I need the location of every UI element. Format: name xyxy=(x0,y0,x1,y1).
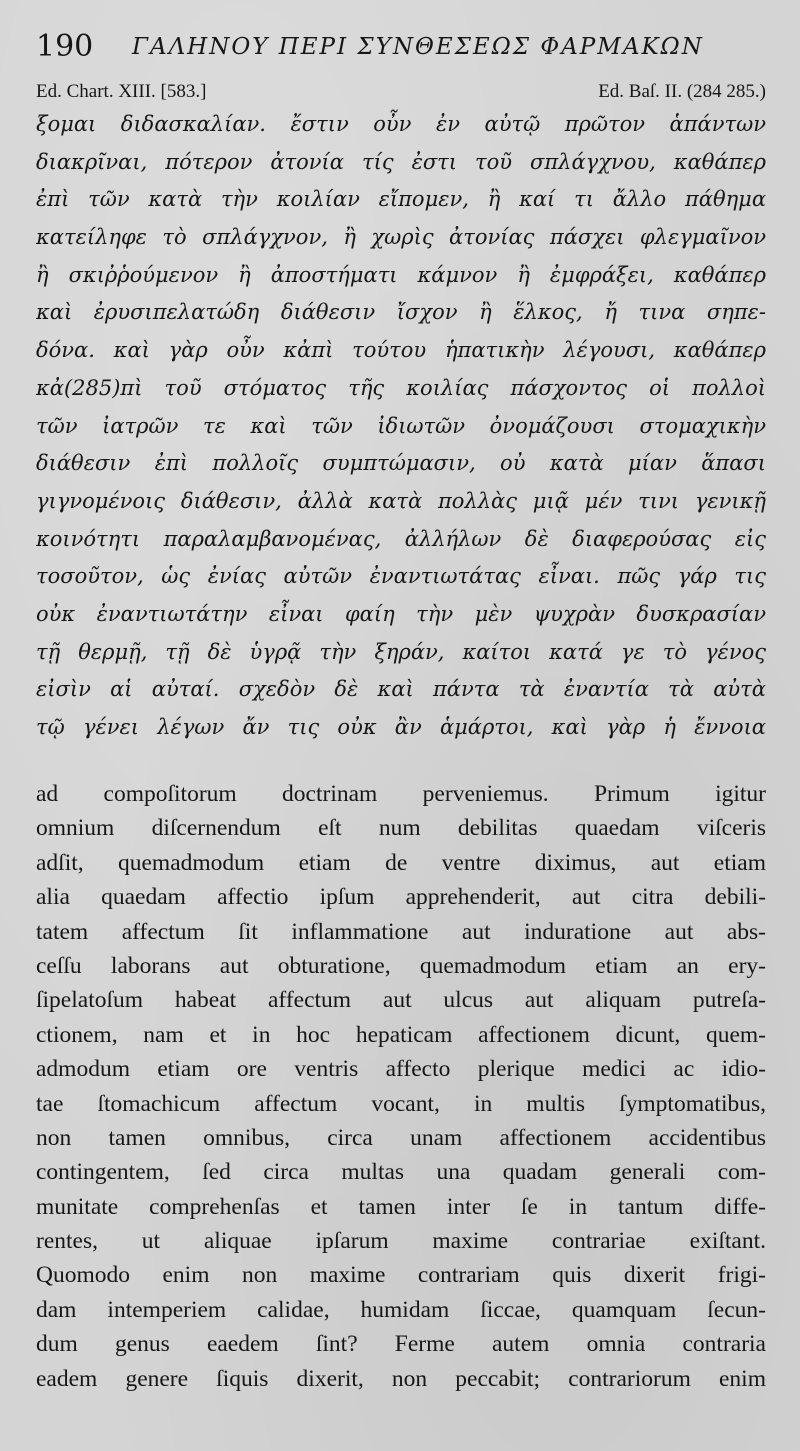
greek-line: κἀ(285)πὶ τοῦ στόματος τῆς κοιλίας πάσχοντος οἱ πολλοὶ xyxy=(36,375,766,400)
latin-line: ceſſu laborans aut obturatione, quemadmodum etiam an ery- xyxy=(36,952,766,979)
greek-line: κοινότητι παραλαμβανομένας, ἀλλήλων δὲ διαφερούσας εἰς xyxy=(36,526,766,551)
greek-line: οὐκ ἐναντιωτάτην εἶναι φαίη τὴν μὲν ψυχρὰν δυσκρασίαν xyxy=(36,601,766,626)
greek-line: ἢ σκιῤῥούμενον ἢ ἀποστήματι κάμνον ἢ ἐμφράξει, καθάπερ xyxy=(36,262,766,287)
edition-basel-reference: Ed. Baſ. II. (284 285.) xyxy=(598,81,766,102)
latin-line: alia quaedam affectio ipſum apprehenderit, aut citra debili- xyxy=(36,884,766,911)
greek-line: καὶ ἐρυσιπελατώδη διάθεσιν ἴσχον ἢ ἕλκος, ἤ τινα σηπε- xyxy=(36,300,766,325)
latin-line: rentes, ut aliquae ipſarum maxime contrariae exiſtant. xyxy=(36,1228,766,1255)
latin-line: ad compoſitorum doctrinam perveniemus. Primum igitur xyxy=(36,781,766,807)
latin-line: ctionem, nam et in hoc hepaticam affectionem dicunt, quem- xyxy=(36,1021,766,1048)
greek-line: εἰσὶν αἱ αὐταί. σχεδὸν δὲ καὶ πάντα τὰ ἐναντία τὰ αὐτὰ xyxy=(36,677,766,702)
greek-line: ξομαι διδασκαλίαν. ἔστιν οὖν ἐν αὐτῷ πρῶτον ἁπάντων xyxy=(36,112,766,136)
latin-line: eadem genere ſiquis dixerit, non peccabit; contrariorum enim xyxy=(36,1365,766,1392)
greek-line: δόνα. καὶ γὰρ οὖν κἀπὶ τούτου ἡπατικὴν λέγουσι, καθάπερ xyxy=(36,338,766,363)
latin-line: Quomodo enim non maxime contrariam quis dixerit frigi- xyxy=(36,1262,766,1289)
edition-chartier-reference: Ed. Chart. XIII. [583.] xyxy=(36,81,207,102)
page-number: 190 xyxy=(36,29,94,64)
latin-line: ſipelatoſum habeat affectum aut ulcus aut aliquam putreſa- xyxy=(36,987,766,1014)
latin-line: tatem affectum ſit inflammatione aut induratione aut abs- xyxy=(36,918,766,945)
greek-line: διακρῖναι, πότερον ἀτονία τίς ἐστι τοῦ σπλάγχνου, καθάπερ xyxy=(36,149,766,174)
latin-line: adſit, quemadmodum etiam de ventre diximus, aut etiam xyxy=(36,849,766,876)
greek-line: τοσοῦτον, ὡς ἐνίας αὐτῶν ἐναντιωτάτας εἶναι. πῶς γάρ τις xyxy=(36,564,766,589)
latin-line: admodum etiam ore ventris affecto plerique medici ac idio- xyxy=(36,1056,766,1083)
page-header xyxy=(36,30,776,64)
greek-line: διάθεσιν ἐπὶ πολλοῖς συμπτώμασιν, οὐ κατὰ μίαν ἅπασι xyxy=(36,451,766,476)
greek-line: τῶν ἰατρῶν τε καὶ τῶν ἰδιωτῶν ὀνομάζουσι στομαχικὴν xyxy=(36,413,766,438)
greek-line: ἐπὶ τῶν κατὰ τὴν κοιλίαν εἴπομεν, ἢ καί τι ἄλλο πάθημα xyxy=(36,187,766,212)
latin-line: non tamen omnibus, circa unam affectionem accidentibus xyxy=(36,1124,766,1151)
latin-line: omnium diſcernendum eſt num debilitas quaedam viſceris xyxy=(36,815,766,842)
latin-line: contingentem, ſed circa multas una quadam generali com- xyxy=(36,1159,766,1186)
running-title: ΓΑΛΗΝΟΥ ΠΕΡΙ ΣΥΝΘΕΣΕΩΣ ΦΑΡΜΑΚΩΝ xyxy=(132,34,704,60)
latin-text-block xyxy=(36,777,766,1396)
greek-line: τῷ γένει λέγων ἄν τις οὐκ ἂν ἁμάρτοι, καὶ γὰρ ἡ ἔννοια xyxy=(36,715,766,739)
greek-line: γιγνομένοις διάθεσιν, ἀλλὰ κατὰ πολλὰς μιᾷ μέν τινι γενικῇ xyxy=(36,488,766,513)
greek-line: κατείληφε τὸ σπλάγχνον, ἢ χωρὶς ἀτονίας πάσχει φλεγμαῖνον xyxy=(36,225,766,250)
latin-line: munitate comprehenſas et tamen inter ſe in tantum diffe- xyxy=(36,1193,766,1220)
greek-text-block xyxy=(36,106,766,747)
latin-line: dam intemperiem calidae, humidam ſiccae, quamquam ſecun- xyxy=(36,1296,766,1323)
latin-line: dum genus eaedem ſint? Ferme autem omnia contraria xyxy=(36,1331,766,1358)
latin-line: tae ſtomachicum affectum vocant, in multis ſymptomatibus, xyxy=(36,1090,766,1117)
greek-line: τῇ θερμῇ, τῇ δὲ ὑγρᾷ τὴν ξηράν, καίτοι κατά γε τὸ γένος xyxy=(36,639,766,664)
edition-reference-line xyxy=(36,80,766,108)
